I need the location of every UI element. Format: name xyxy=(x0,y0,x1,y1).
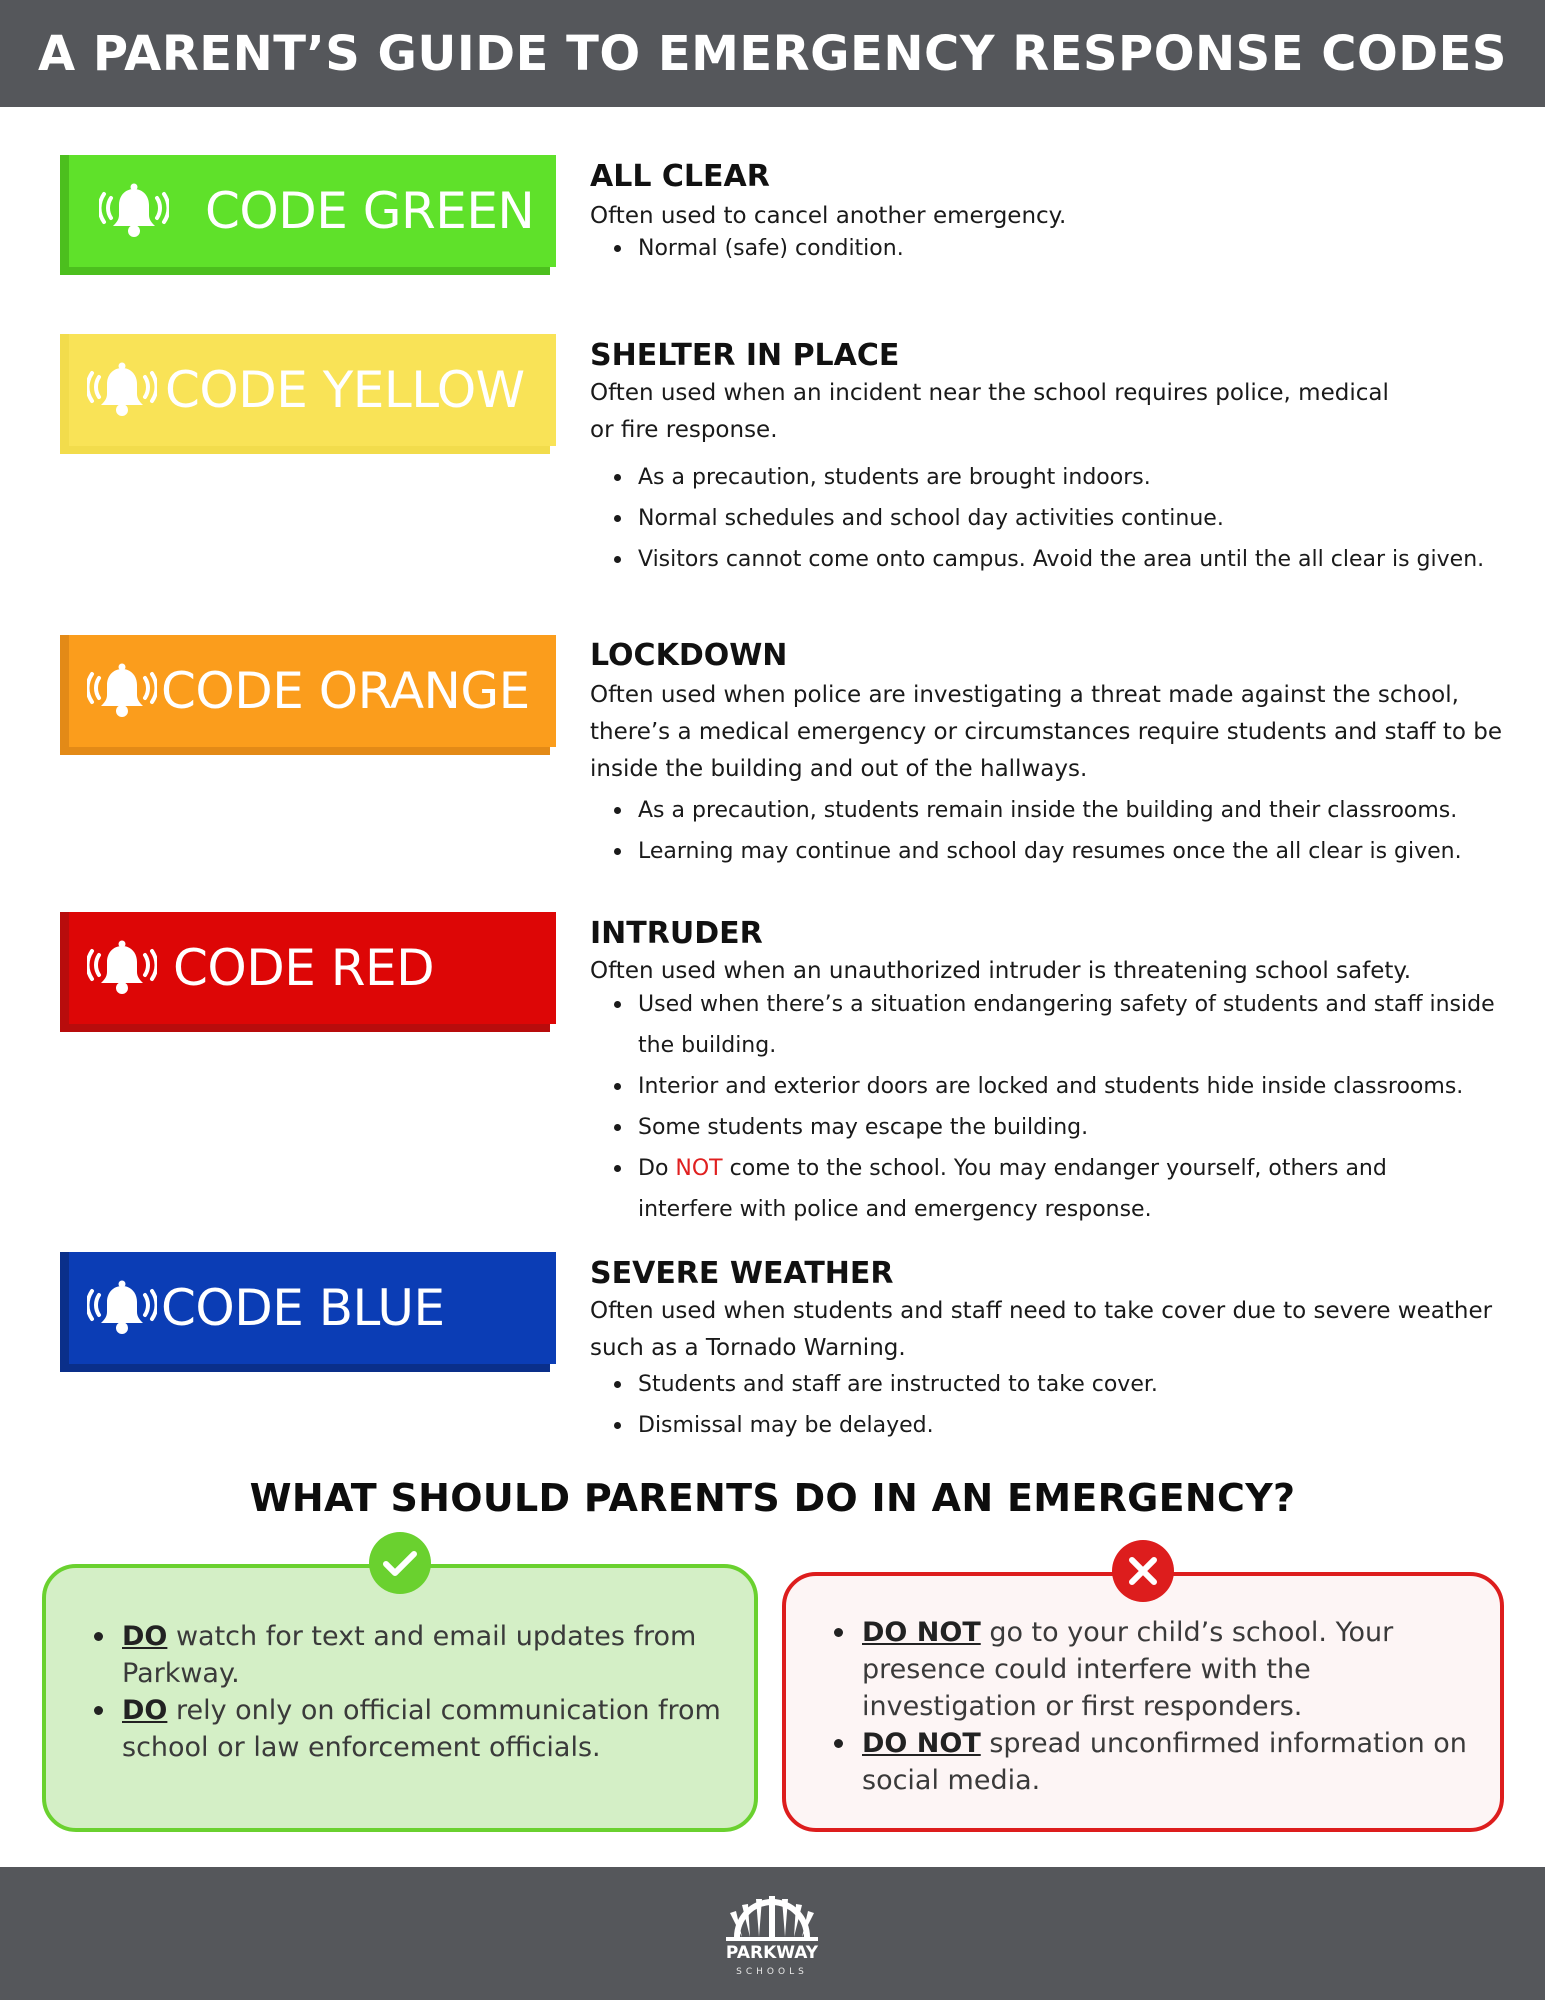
do-text: watch for text and email updates from Parkway. xyxy=(122,1621,697,1689)
section-title: SHELTER IN PLACE xyxy=(590,338,900,373)
warning-suffix: come to the school. You may endanger yourself, others and interfere with police and emergency response. xyxy=(638,1156,1387,1222)
list-item: Normal schedules and school day activities continue. xyxy=(638,498,1510,539)
list-item: Learning may continue and school day resumes once the all clear is given. xyxy=(638,831,1510,872)
parents-question-heading: WHAT SHOULD PARENTS DO IN AN EMERGENCY? xyxy=(249,1476,1296,1520)
code-orange-section xyxy=(590,637,1510,872)
do-item xyxy=(122,1618,724,1692)
list-item: Some students may escape the building. xyxy=(638,1107,1510,1148)
check-circle-icon xyxy=(369,1532,431,1594)
bell-icon xyxy=(87,933,157,1003)
section-title: SEVERE WEATHER xyxy=(590,1256,894,1291)
code-green-section xyxy=(590,158,1510,269)
x-circle-icon xyxy=(1112,1540,1174,1602)
code-label: CODE ORANGE xyxy=(161,662,530,720)
do-keyword: DO xyxy=(122,1621,168,1652)
warning-prefix: Do xyxy=(638,1156,676,1181)
logo-name: PARKWAY xyxy=(725,1943,819,1963)
dont-box xyxy=(782,1572,1504,1832)
section-description: Often used when an incident near the school requires police, medical or fire response. xyxy=(590,380,1389,443)
sunburst-icon xyxy=(712,1887,832,1943)
section-title: LOCKDOWN xyxy=(590,638,788,673)
section-description: Often used when police are investigating a threat made against the school, there’s a medical emergency or circumstances require students and staff to be inside the building and out of the hallways. xyxy=(590,682,1502,782)
list-item: Students and staff are instructed to take cover. xyxy=(638,1364,1510,1405)
code-red-badge xyxy=(60,912,556,1032)
warning-emphasis: NOT xyxy=(675,1156,723,1181)
section-description: Often used to cancel another emergency. xyxy=(590,203,1067,229)
code-label: CODE RED xyxy=(173,939,435,997)
code-label: CODE YELLOW xyxy=(165,361,525,419)
dont-item xyxy=(862,1725,1470,1799)
badge-face xyxy=(69,155,556,267)
bell-icon xyxy=(99,176,169,246)
bell-icon xyxy=(87,656,157,726)
dont-item xyxy=(862,1614,1470,1725)
code-label: CODE GREEN xyxy=(205,182,535,240)
badge-face xyxy=(69,334,556,446)
list-item: Used when there’s a situation endangering safety of students and staff inside the building. xyxy=(638,984,1498,1066)
section-description: Often used when an unauthorized intruder is threatening school safety. xyxy=(590,958,1412,984)
list-item: Visitors cannot come onto campus. Avoid the area until the all clear is given. xyxy=(638,539,1510,580)
page-header xyxy=(0,0,1545,107)
page-title: A PARENT’S GUIDE TO EMERGENCY RESPONSE CODES xyxy=(38,25,1507,82)
list-item: As a precaution, students remain inside the building and their classrooms. xyxy=(638,790,1510,831)
list-item-warning xyxy=(638,1148,1458,1230)
code-yellow-badge xyxy=(60,334,556,454)
code-label: CODE BLUE xyxy=(161,1279,445,1337)
section-title: ALL CLEAR xyxy=(590,159,770,194)
page-footer xyxy=(0,1867,1545,2000)
badge-face xyxy=(69,912,556,1024)
code-yellow-section xyxy=(590,337,1510,580)
do-item xyxy=(122,1692,724,1766)
code-green-badge xyxy=(60,155,556,275)
section-description: Often used when students and staff need to take cover due to severe weather such as a Tornado Warning. xyxy=(590,1298,1493,1361)
list-item: As a precaution, students are brought indoors. xyxy=(638,457,1510,498)
badge-face xyxy=(69,1252,556,1364)
dont-keyword: DO NOT xyxy=(862,1728,981,1759)
section-title: INTRUDER xyxy=(590,916,763,951)
dont-text: spread unconfirmed information on social media. xyxy=(862,1728,1467,1796)
dont-keyword: DO NOT xyxy=(862,1617,981,1648)
do-text: rely only on official communication from school or law enforcement officials. xyxy=(122,1695,721,1763)
dont-text: go to your child’s school. Your presence could interfere with the investigation or first responders. xyxy=(862,1617,1394,1722)
list-item: Normal (safe) condition. xyxy=(638,228,1510,269)
list-item: Interior and exterior doors are locked and students hide inside classrooms. xyxy=(638,1066,1510,1107)
list-item: Dismissal may be delayed. xyxy=(638,1405,1510,1446)
badge-face xyxy=(69,635,556,747)
code-blue-badge xyxy=(60,1252,556,1372)
do-box xyxy=(42,1564,758,1832)
code-red-section xyxy=(590,915,1510,1230)
bell-icon xyxy=(87,1273,157,1343)
do-keyword: DO xyxy=(122,1695,168,1726)
code-blue-section xyxy=(590,1255,1510,1446)
bell-icon xyxy=(87,355,157,425)
parkway-logo xyxy=(712,1887,832,1991)
code-orange-badge xyxy=(60,635,556,755)
logo-subtitle: SCHOOLS xyxy=(736,1967,808,1977)
